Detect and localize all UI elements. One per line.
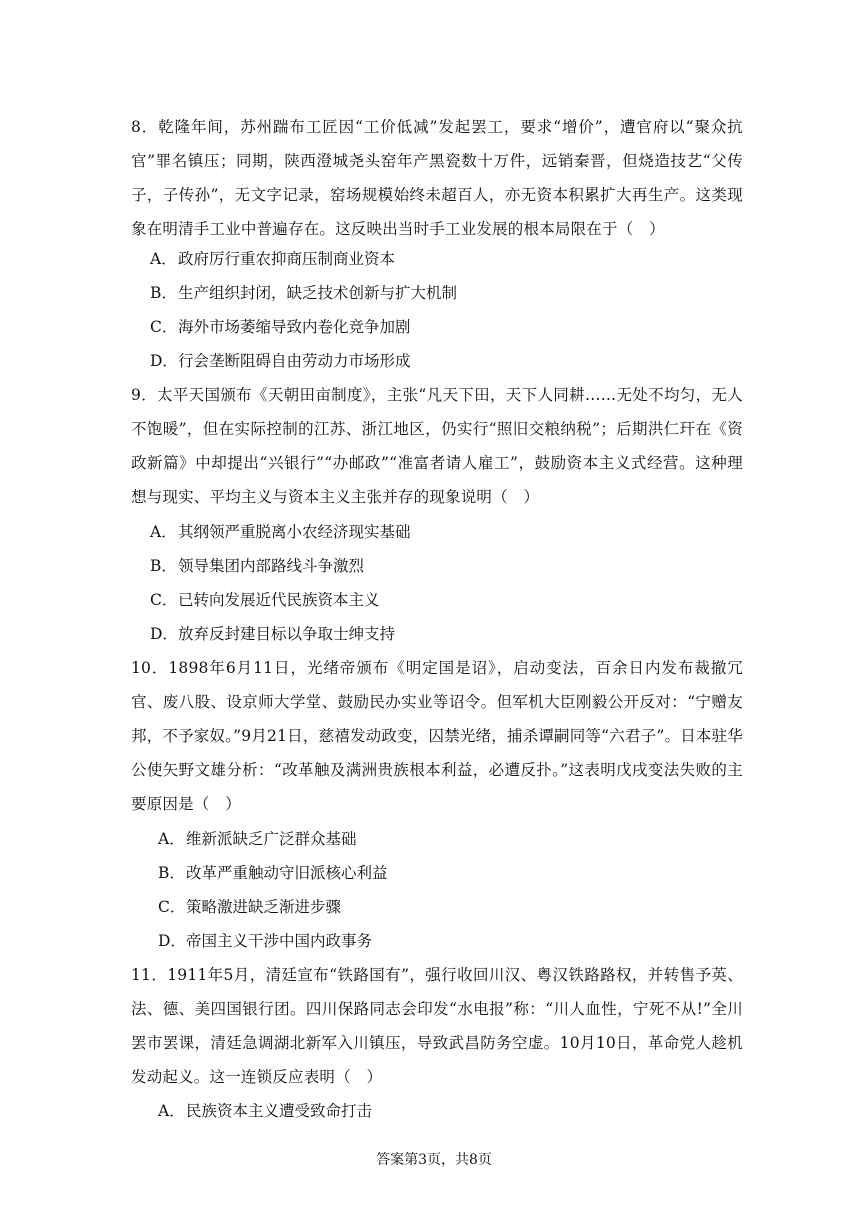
question-8-option-a: A．政府厉行重农抑商压制商业资本 bbox=[150, 250, 396, 268]
question-9-option-c: C．已转向发展近代民族资本主义 bbox=[150, 591, 380, 609]
question-9-stem: 9．太平天国颁布《天朝田亩制度》，主张“凡天下田，天下人同耕……无处不均匀，无人不饱暖”，但在实际控制的江苏、浙江地区，仍实行“照旧交粮纳税”；后期洪仁玕在《资政新篇》中却提出“兴银行”“办邮政”“准富者请人雇工”，鼓励资本主义式经营。这种理想与现实、平均主义与资本主义主张并存的现象说明（ ） bbox=[131, 386, 743, 506]
question-10-option-b: B．改革严重触动守旧派核心利益 bbox=[158, 864, 388, 882]
question-10-option-d: D．帝国主义干涉中国内政事务 bbox=[158, 932, 373, 950]
question-9-option-d: D．放弃反封建目标以争取士绅支持 bbox=[150, 625, 396, 643]
question-11-option-a: A．民族资本主义遭受致命打击 bbox=[158, 1102, 373, 1120]
question-10-stem: 10．1898年6月11日，光绪帝颁布《明定国是诏》，启动变法，百余日内发布裁撤冗官、废八股、设京师大学堂、鼓励民办实业等诏令。但军机大臣刚毅公开反对：“宁赠友邦，不予家奴。”9月21日，慈禧发动政变，囚禁光绪，捕杀谭嗣同等“六君子”。日本驻华公使矢野文雄分析：“改革触及满洲贵族根本利益，必遭反扑。”这表明戊戌变法失败的主要原因是（ ） bbox=[131, 659, 744, 813]
question-8-option-d: D．行会垄断阻碍自由劳动力市场形成 bbox=[150, 352, 411, 370]
question-10-option-a: A．维新派缺乏广泛群众基础 bbox=[158, 830, 357, 848]
page-footer: 答案第3页，共8页 bbox=[376, 1152, 492, 1168]
question-10-option-c: C．策略激进缺乏渐进步骤 bbox=[158, 898, 342, 916]
question-8-stem: 8．乾隆年间，苏州踹布工匠因“工价低减”发起罢工，要求“增价”，遭官府以“聚众抗官”罪名镇压；同期，陕西澄城尧头窑年产黑瓷数十万件，远销秦晋，但烧造技艺“父传子，子传孙”，无文字记录，窑场规模始终未超百人，亦无资本积累扩大再生产。这类现象在明清手工业中普遍存在。这反映出当时手工业发展的根本局限在于（ ） bbox=[131, 118, 743, 238]
question-11-stem: 11．1911年5月，清廷宣布“铁路国有”，强行收回川汉、粤汉铁路路权，并转售予英、法、德、美四国银行团。四川保路同志会印发“水电报”称：“川人血性，宁死不从!”全川罢市罢课，清廷急调湖北新军入川镇压，导致武昌防务空虚。10月10日，革命党人趁机发动起义。这一连锁反应表明（ ） bbox=[131, 966, 743, 1086]
question-8-option-c: C．海外市场萎缩导致内卷化竞争加剧 bbox=[150, 318, 411, 336]
question-9-option-b: B．领导集团内部路线斗争激烈 bbox=[150, 557, 365, 575]
question-9-option-a: A．其纲领严重脱离小农经济现实基础 bbox=[150, 523, 411, 541]
question-8-option-b: B．生产组织封闭，缺乏技术创新与扩大机制 bbox=[150, 284, 458, 302]
